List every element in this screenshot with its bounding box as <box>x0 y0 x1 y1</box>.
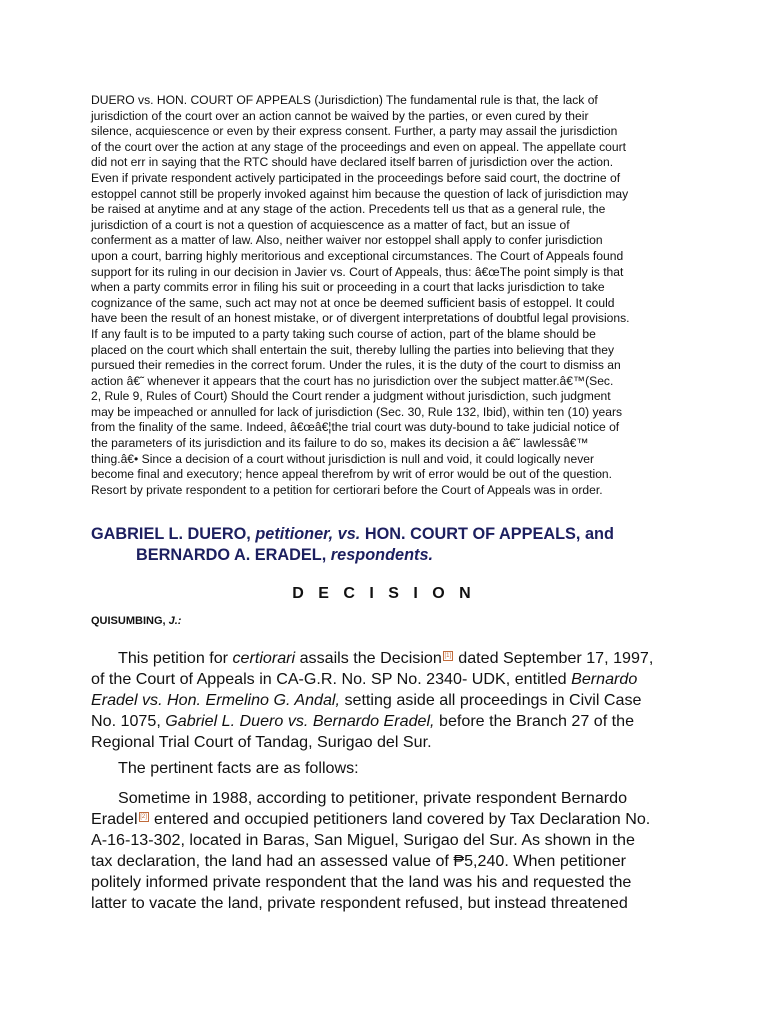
summary-line: jurisdiction of a court is not a question of acquiescence as a matter of fact, but an issue of <box>91 217 570 232</box>
summary-line: placed on the court which shall entertain the suit, thereby lulling the parties into believing that they <box>91 342 615 357</box>
summary-line: silence, acquiescence or even by their express consent. Further, a party may assail the jurisdiction <box>91 124 618 139</box>
paragraph <box>91 758 359 779</box>
summary-line: be raised at anytime and at any stage of the action. Precedents tell us that as a general rule, the <box>91 202 606 217</box>
summary-line: jurisdiction of the court over an action cannot be waived by the parties, or even cured by their <box>91 108 589 123</box>
summary-line: upon a court, barring highly meritorious and exceptional circumstances. The Court of Appeals found <box>91 248 624 263</box>
summary-line: when a party commits error in filing his suit or proceeding in a court that lacks jurisdiction to take <box>91 280 605 295</box>
paragraph-line: politely informed private respondent that the land was his and requested the <box>91 873 632 891</box>
paragraph-line: tax declaration, the land had an assessed value of ₱5,240. When petitioner <box>91 852 627 870</box>
summary-line: If any fault is to be imputed to a party taking such course of action, part of the blame should be <box>91 326 596 341</box>
summary-line: thing.â€• Since a decision of a court without jurisdiction is null and void, it could logically never <box>91 451 595 466</box>
summary-line: 2, Rule 9, Rules of Court) Should the Court render a judgment without jurisdiction, such judgment <box>91 389 611 404</box>
summary-line: estoppel cannot still be properly invoked against him because the question of lack of jurisdiction may <box>91 186 629 201</box>
paragraph-line: Sometime in 1988, according to petitioner, private respondent Bernardo <box>118 789 628 807</box>
paragraph-line: No. 1075, Gabriel L. Duero vs. Bernardo Eradel, before the Branch 27 of the <box>91 712 635 730</box>
paragraph <box>91 788 650 914</box>
paragraph <box>91 648 653 753</box>
footnote-link-2[interactable]: [2] <box>140 813 147 820</box>
ponente: QUISUMBING, J.: <box>91 615 182 627</box>
summary-line: did not err in saying that the RTC should have declared itself barren of jurisdiction over the action. <box>91 155 614 170</box>
paragraph-line: of the Court of Appeals in CA-G.R. No. SP No. 2340- UDK, entitled Bernardo <box>91 670 638 688</box>
case-title-line-1 <box>91 524 691 545</box>
case-summary <box>91 93 681 498</box>
summary-line: action â€˜ whenever it appears that the court has no jurisdiction over the subject matter.â€™(Sec. <box>91 373 614 388</box>
summary-line: become final and executory; hence appeal therefrom by writ of error would be out of the question. <box>91 467 613 482</box>
paragraph-line: Eradel [2] entered and occupied petitioners land covered by Tax Declaration No. <box>91 810 651 828</box>
summary-line: Resort by private respondent to a petition for certiorari before the Court of Appeals was in order. <box>91 482 603 497</box>
footnote-link-1[interactable]: [1] <box>444 652 452 659</box>
summary-line: DUERO vs. HON. COURT OF APPEALS (Jurisdiction) The fundamental rule is that, the lack of <box>91 93 598 107</box>
summary-line: from the finality of the same. Indeed, â€œâ€¦the trial court was duty-bound to take judicial notice of <box>91 420 620 435</box>
respondent-role: respondents. <box>330 546 434 564</box>
summary-line: Even if private respondent actively participated in the proceedings before said court, the doctrine of <box>91 170 621 185</box>
summary-line: conferment as a matter of law. Also, neither waiver nor estoppel shall apply to confer jurisdiction <box>91 233 603 248</box>
summary-line: support for its ruling in our decision in Javier vs. Court of Appeals, thus: â€œThe point simply is that <box>91 264 624 279</box>
summary-line: cognizance of the same, such act may not at once be deemed sufficient basis of estoppel. It could <box>91 295 615 310</box>
paragraph-line: latter to vacate the land, private respondent refused, but instead threatened <box>91 894 628 912</box>
paragraph-line: Eradel vs. Hon. Ermelino G. Andal, setting aside all proceedings in Civil Case <box>91 691 642 709</box>
petitioner-name: GABRIEL L. DUERO, <box>91 525 251 543</box>
petitioner-role: petitioner, vs. <box>255 525 361 543</box>
summary-line: pursued their remedies in the correct forum. Under the rules, it is the duty of the court to dismiss an <box>91 358 621 373</box>
respondent-name: BERNARDO A. ERADEL, <box>136 546 327 564</box>
ponente-suffix: J.: <box>168 615 182 627</box>
paragraph-line: Regional Trial Court of Tandag, Surigao del Sur. <box>91 733 432 751</box>
paragraph-line: This petition for certiorari assails the Decision [1] dated September 17, 1997, <box>118 649 654 667</box>
summary-line: of the court over the action at any stage of the proceedings and even on appeal. The appellate court <box>91 139 626 154</box>
paragraph-line: The pertinent facts are as follows: <box>118 759 359 777</box>
paragraph-line: A-16-13-302, located in Baras, San Miguel, Surigao del Sur. As shown in the <box>91 831 635 849</box>
summary-line: may be impeached or annulled for lack of jurisdiction (Sec. 30, Rule 132, Ibid), within ten (10) years <box>91 404 623 419</box>
summary-line: have been the result of an honest mistake, or of divergent interpretations of doubtful legal provisions. <box>91 311 630 326</box>
decision-heading: D E C I S I O N <box>292 585 476 602</box>
case-title <box>91 524 691 566</box>
respondent-court: HON. COURT OF APPEALS, and <box>364 525 614 543</box>
summary-line: the parameters of its jurisdiction and its failure to do so, makes its decision a â€˜ lawlessâ€™ <box>91 436 589 451</box>
case-title-line-2 <box>91 545 691 566</box>
